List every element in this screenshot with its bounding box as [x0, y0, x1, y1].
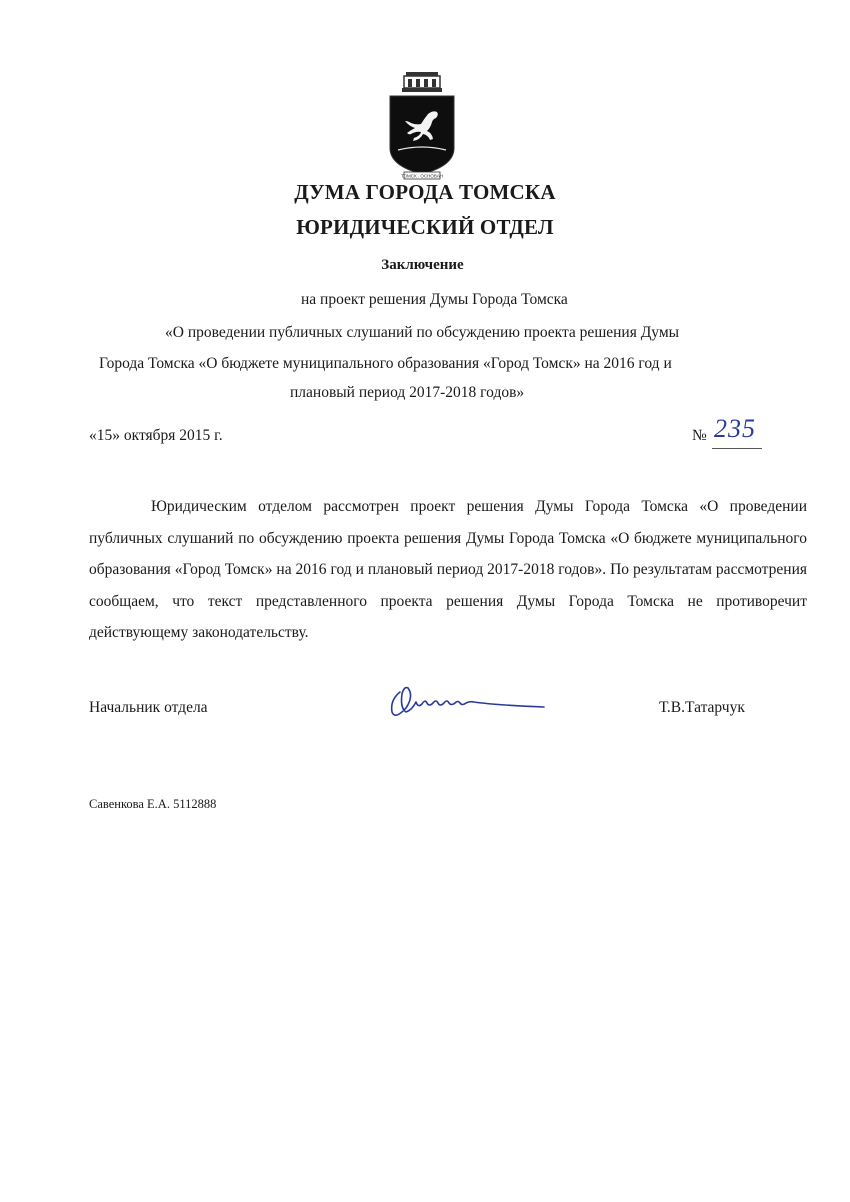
signatory-role: Начальник отдела [89, 699, 208, 716]
tomsk-coat-of-arms-icon [386, 70, 458, 182]
crown-icon [402, 72, 442, 92]
subject-line: плановый период 2017-2018 годов» [290, 384, 525, 401]
department-name: ЮРИДИЧЕСКИЙ ОТДЕЛ [296, 215, 554, 239]
document-type: Заключение [381, 257, 464, 273]
subject-line: Города Томска «О бюджете муниципального образования «Город Томск» на 2016 год и [99, 355, 672, 372]
subject-line: «О проведении публичных слушаний по обсуждению проекта решения Думы [165, 324, 680, 341]
document-number: 235 [714, 414, 756, 443]
number-underline [712, 448, 762, 449]
document-date: «15» октября 2015 г. [89, 427, 223, 444]
body-paragraph: Юридическим отделом рассмотрен проект решения Думы Города Томска «О проведении публичных слушаний по обсуждению проекта решения Думы Города Томска «О бюджете муниципального образования «Город Томск» на 2016 год и плановый период 2017-2018 годов». По результатам рассмотрения сообщаем, что текст представленного проекта решения Думы Города Томска не противоречит действующему законодательству. [89, 498, 807, 641]
number-label: № [692, 427, 707, 444]
handwritten-signature [380, 676, 560, 724]
subject-line: на проект решения Думы Города Томска [301, 291, 568, 308]
org-name: ДУМА ГОРОДА ТОМСКА [294, 180, 556, 204]
emblem-motto: ТОМСК ∙ ОСНОВАН [400, 173, 444, 179]
signatory-name: Т.В.Татарчук [659, 699, 745, 716]
executor-contact: Савенкова Е.А. 5112888 [89, 797, 217, 811]
